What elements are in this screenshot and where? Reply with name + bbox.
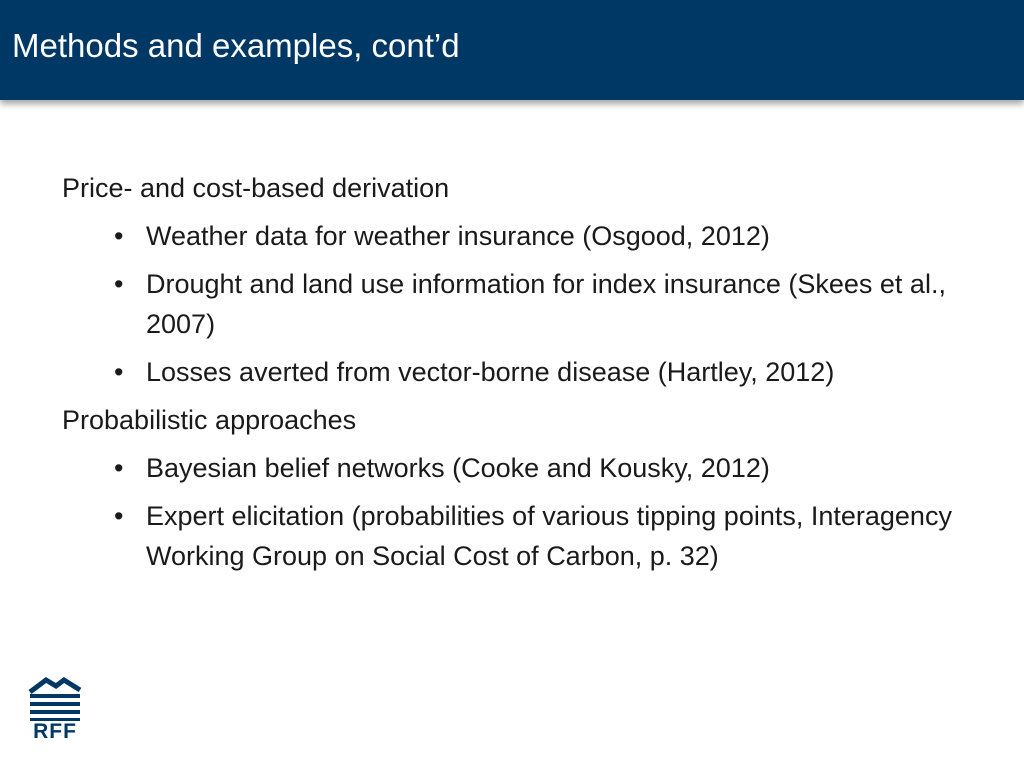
bullet-item bbox=[114, 352, 992, 392]
bullet-text: Weather data for weather insurance (Osgood, 2012) bbox=[146, 221, 770, 251]
bullet-item bbox=[114, 448, 992, 488]
bullet-text: Losses averted from vector-borne disease (Hartley, 2012) bbox=[146, 357, 835, 387]
section-probabilistic bbox=[62, 400, 992, 576]
rff-logo bbox=[26, 674, 84, 746]
slide-title: Methods and examples, cont’d bbox=[12, 27, 460, 64]
section-heading: Probabilistic approaches bbox=[62, 405, 357, 435]
bullet-item bbox=[114, 216, 992, 256]
bullet-item bbox=[114, 264, 992, 344]
mountain-logo-icon bbox=[26, 674, 84, 722]
bullet-icon: • bbox=[114, 269, 124, 299]
section-price-cost bbox=[62, 168, 992, 392]
section-heading: Price- and cost-based derivation bbox=[62, 173, 450, 203]
slide-content bbox=[62, 168, 992, 584]
bullet-icon: • bbox=[114, 453, 124, 483]
title-bar bbox=[0, 0, 1024, 100]
bullet-list bbox=[62, 216, 992, 392]
bullet-icon: • bbox=[114, 501, 124, 531]
bullet-text: Bayesian belief networks (Cooke and Kousky, 2012) bbox=[146, 453, 770, 483]
logo-text: RFF bbox=[33, 720, 77, 743]
bullet-icon: • bbox=[114, 221, 124, 251]
bullet-text: Expert elicitation (probabilities of various tipping points, Interagency Working Group on Social Cost of Carbon, p. 32) bbox=[146, 501, 952, 571]
bullet-text: Drought and land use information for index insurance (Skees et al., 2007) bbox=[146, 269, 946, 339]
bullet-item bbox=[114, 496, 992, 576]
bullet-icon: • bbox=[114, 357, 124, 387]
bullet-list bbox=[62, 448, 992, 576]
